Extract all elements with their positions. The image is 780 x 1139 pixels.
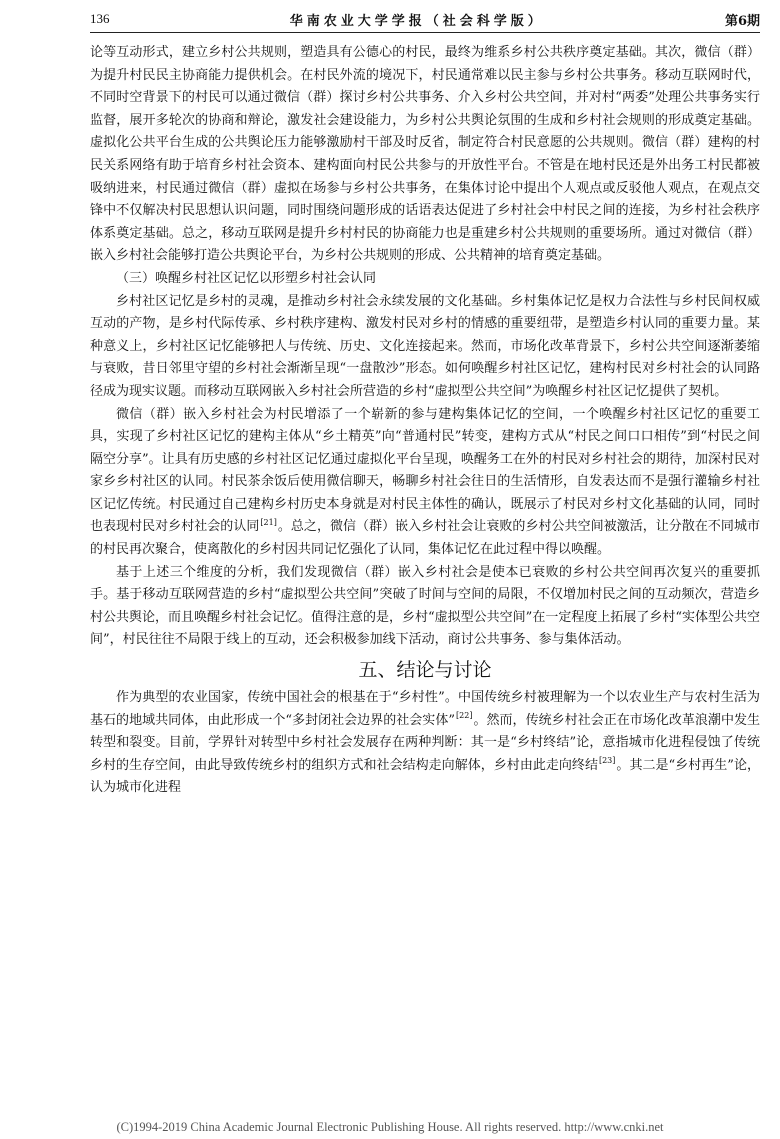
paragraph: 基于上述三个维度的分析，我们发现微信（群）嵌入乡村社会是使本已衰败的乡村公共空间再次复兴的重要抓手。基于移动互联网营造的乡村“虚拟型公共空间”突破了时间与空间的局限，不仅增加村民之间的互动频次，营造乡村公共舆论，而且唤醒乡村社会记忆。值得注意的是，乡村“虚拟型公共空间”在一定程度上拓展了乡村“实体型公共空间”，村民往往不局限于线上的互动，还会积极参加线下活动，商讨公共事务、参与集体活动。 <box>90 564 760 648</box>
copyright-footer: (C)1994-2019 China Academic Journal Electronic Publishing House. All rights reserved. http://www.cnki.net <box>116 1120 664 1134</box>
paragraph: 乡村社区记忆是乡村的灵魂，是推动乡村社会永续发展的文化基础。乡村集体记忆是权力合法性与乡村民间权威互动的产物，是乡村代际传承、乡村秩序建构、激发村民对乡村的情感的重要纽带，是塑造乡村认同的重要力量。某种意义上，乡村社区记忆能够把人与传统、历史、文化连接起来。然而，市场化改革背景下，乡村公共空间逐渐萎缩与衰败，昔日邻里守望的乡村社会渐渐呈现“一盘散沙”形态。如何唤醒乡村社区记忆，建构村民对乡村社会的认同路径成为现实议题。而移动互联网嵌入乡村社会所营造的乡村“虚拟型公共空间”为唤醒乡村社区记忆提供了契机。 <box>90 293 760 399</box>
paragraph-text: 作为典型的农业国家，传统中国社会的根基在于“乡村性”。中国传统乡村被理解为一个以农业生产与农村生活为基石的地域共同体，由此形成一个“多封闭社会边界的社会实体” <box>90 690 760 728</box>
citation-marker: [23] <box>598 756 616 766</box>
paragraph-text: 微信（群）嵌入乡村社会为村民增添了一个崭新的参与建构集体记忆的空间，一个唤醒乡村社区记忆的重要工具，实现了乡村社区记忆的建构主体从“乡土精英”向“普通村民”转变，建构方式从“村民之间口口相传”到“村民之间隔空分享”。让具有历史感的乡村社区记忆通过虚拟化平台呈现，唤醒务工在外的村民对乡村社会的期待，加深村民对家乡乡村社区的认同。村民茶余饭后使用微信聊天，畅聊乡村社会往日的生活情形，自发表达而不是强行灌输乡村社区记忆传统。村民通过自己建构乡村历史本身就是对村民主体性的确认，既展示了村民对乡村文化基础的认同，同时也表现村民对乡村社会的认同 <box>90 406 760 535</box>
paragraph-text: 。总之，微信（群）嵌入乡村社会让衰败的乡村公共空间被激活，让分散在不同城市的村民再次聚合，使离散化的乡村因共同记忆强化了认同，集体记忆在此过程中得以唤醒。 <box>90 519 760 558</box>
page-number: 136 <box>90 11 110 26</box>
paragraph-continued: 论等互动形式，建立乡村公共规则，塑造具有公德心的村民，最终为维系乡村公共秩序奠定基础。其次，微信（群）为提升村民民主协商能力提供机会。在村民外流的境况下，村民通常难以民主参与乡村公共事务。移动互联网时代，不同时空背景下的村民可以通过微信（群）探讨乡村公共事务、介入乡村公共空间，并对村“两委”处理公共事务实行监督，展开多轮次的协商和辩论，激发社会建设能力，为乡村公共舆论氛围的生成和乡村社会规则的形成奠定基础。虚拟化公共平台生成的公共舆论压力能够激励村干部及时反省，制定符合村民意愿的公共规则。微信（群）建构的村民关系网络有助于培育乡村社会资本、建构面向村民公共参与的开放性平台。不管是在地村民还是外出务工村民都被吸纳进来，村民通过微信（群）虚拟在场参与乡村公共事务，在集体讨论中提出个人观点或反驳他人观点，在观点交锋中不仅解决村民思想认识问题，同时围绕问题形成的话语表达促进了乡村社会中村民之间的连接，为乡村社会秩序体系奠定基础。总之，移动互联网是提升乡村村民的协商能力也是重建乡村公共规则的重要场所。通过对微信（群）嵌入乡村社会能够打造公共舆论平台，为乡村公共规则的形成、公共精神的培育奠定基础。 <box>90 45 760 264</box>
paragraph <box>90 687 760 800</box>
paragraph-text: 。然而，传统乡村社会正在市场化改革浪潮中发生转型和裂变。目前，学界针对转型中乡村社会发展存在两种判断：其一是“乡村终结”论，意指城市化进程侵蚀了传统乡村的生存空间，由此导致传统乡村的组织方式和社会结构走向解体，乡村由此走向终结 <box>90 712 760 773</box>
citation-marker: [22] <box>456 711 473 721</box>
subsection-heading: （三）唤醒乡村社区记忆以形塑乡村社会认同 <box>116 270 377 286</box>
issue-number: 第6期 <box>724 13 760 29</box>
citation-marker: [21] <box>260 518 277 528</box>
paragraph <box>90 404 760 562</box>
running-header <box>90 6 760 33</box>
article-body <box>90 42 760 800</box>
journal-title: 华南农业大学学报（社会科学版） <box>289 13 545 29</box>
section-title: 五、结论与讨论 <box>358 659 492 682</box>
paragraph-text: 。其二是“乡村再生”论，认为城市化进程 <box>90 757 760 796</box>
